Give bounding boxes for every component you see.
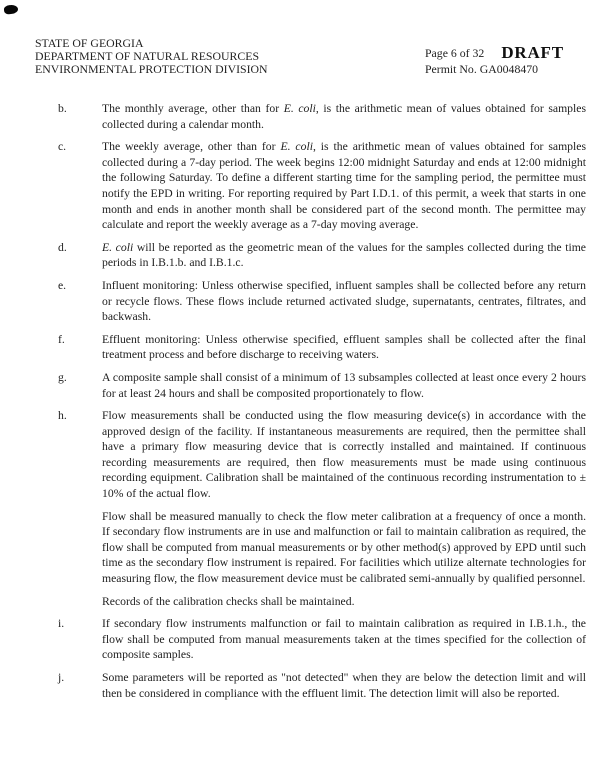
text-segment: , is the arithmetic mean of values obtained for samples collected during a calendar month. bbox=[102, 102, 586, 131]
list-item-text bbox=[102, 278, 586, 325]
text-segment: If secondary flow instruments malfunction or fail to maintain calibration as required in I.B.1.h., the flow shall be computed from manual measurements taken at the times specified for the collection of composite samples. bbox=[102, 617, 586, 662]
paragraph bbox=[102, 594, 586, 610]
text-segment: Records of the calibration checks shall be maintained. bbox=[102, 594, 355, 608]
agency-block bbox=[35, 37, 268, 77]
list-item-label: b. bbox=[58, 102, 67, 115]
list-item bbox=[58, 278, 586, 325]
list-item-text bbox=[102, 670, 586, 701]
list-item-label: j. bbox=[58, 671, 65, 684]
paragraph bbox=[102, 278, 586, 325]
list-item-label: f. bbox=[58, 332, 65, 346]
agency-line-department: DEPARTMENT OF NATURAL RESOURCES bbox=[35, 49, 260, 64]
paragraph bbox=[102, 101, 586, 132]
paragraph bbox=[102, 670, 586, 701]
text-segment: A composite sample shall consist of a minimum of 13 subsamples collected at least once every 2 hours for at least 24 hours and shall be composited proportionately to flow. bbox=[102, 370, 586, 400]
list-item bbox=[58, 670, 586, 701]
list-item-label: g. bbox=[58, 370, 67, 384]
list-item-label: d. bbox=[58, 240, 67, 254]
species-name-italic: E. coli bbox=[280, 140, 313, 154]
list-item-text bbox=[102, 101, 586, 132]
page-meta-block bbox=[425, 45, 564, 77]
text-segment: The monthly average, other than for bbox=[102, 102, 284, 115]
text-segment: Flow shall be measured manually to check the flow meter calibration at a frequency of once a month. If secondary flow instruments are in use and malfunction or fail to maintain calibration as required, the flow shall be computed from manual measurements or by other method(s) approved by EPD until such time as the secondary flow instrument is repaired. For facilities which utilize alternate technologies for measuring flow, the flow measurement device must be calibrated semi-annually by qualified personnel. bbox=[102, 509, 586, 586]
agency-line-division: ENVIRONMENTAL PROTECTION DIVISION bbox=[35, 62, 268, 77]
paragraph bbox=[102, 139, 586, 233]
list-item-text bbox=[102, 370, 586, 401]
list-item-text bbox=[102, 139, 586, 233]
agency-line-state: STATE OF GEORGIA bbox=[35, 36, 144, 50]
permit-conditions-list bbox=[58, 101, 586, 708]
list-item-text bbox=[102, 332, 586, 363]
paragraph bbox=[102, 370, 586, 401]
list-item-label: c. bbox=[58, 140, 67, 154]
text-segment: , is the arithmetic mean of values obtained for samples collected during a 7-day period. The week begins 12:00 midnight Saturday and ends at 12:00 midnight the following Saturday. To define a different starting time for the sampling period, the permittee must notify the EPD in writing. For reporting required by Part I.D.1. of this permit, a week that starts in one month and ends in another month shall be considered part of the second month. The permittee may calculate and report the weekly average as a 7-day moving average. bbox=[102, 140, 586, 232]
list-item-label: e. bbox=[58, 278, 67, 292]
list-item-text bbox=[102, 240, 586, 271]
paragraph bbox=[102, 509, 586, 587]
scan-ink-mark bbox=[4, 4, 19, 15]
list-item bbox=[58, 370, 586, 401]
list-item bbox=[58, 332, 586, 363]
text-segment: Flow measurements shall be conducted using the flow measuring device(s) in accordance with the approved design of the facility. If instantaneous measurements are required, then the permittee shall have a primary flow measuring device that is correctly installed and maintained. If continuous recording measurements are required, then flow measurements must be made using continuous recording equipment. Calibration shall be maintained of the continuous recording instrumentation to ± 10% of the actual flow. bbox=[102, 409, 586, 501]
paragraph bbox=[102, 332, 586, 363]
paragraph bbox=[102, 408, 586, 502]
list-item bbox=[58, 408, 586, 609]
list-item bbox=[58, 240, 586, 271]
list-item-text bbox=[102, 408, 586, 609]
page-number: Page 6 of 32 bbox=[425, 46, 485, 60]
list-item-text bbox=[102, 616, 586, 663]
species-name-italic: E. coli bbox=[102, 240, 134, 254]
list-item-label: i. bbox=[58, 617, 65, 631]
list-item bbox=[58, 101, 586, 132]
text-segment: will be reported as the geometric mean of the values for the samples collected during the time periods in I.B.1.b. and I.B.1.c. bbox=[102, 240, 586, 270]
list-item-label: h. bbox=[58, 409, 67, 423]
list-item bbox=[58, 616, 586, 663]
species-name-italic: E. coli bbox=[283, 102, 316, 115]
text-segment: Influent monitoring: Unless otherwise specified, influent samples shall be collected before any return or recycle flows. These flows include returned activated sludge, supernatants, centrates, filtrates, and backwash. bbox=[102, 278, 586, 324]
paragraph bbox=[102, 616, 586, 663]
text-segment: Some parameters will be reported as "not detected" when they are below the detection limit and will then be considered in compliance with the effluent limit. The detection limit will also be reported. bbox=[102, 671, 586, 700]
paragraph bbox=[102, 240, 586, 271]
text-segment: The weekly average, other than for bbox=[102, 140, 281, 154]
draft-watermark: DRAFT bbox=[501, 43, 564, 62]
list-item bbox=[58, 139, 586, 233]
text-segment: Effluent monitoring: Unless otherwise specified, effluent samples shall be collected after the final treatment process and before discharge to receiving waters. bbox=[102, 332, 586, 362]
permit-number: Permit No. GA0048470 bbox=[425, 62, 539, 76]
